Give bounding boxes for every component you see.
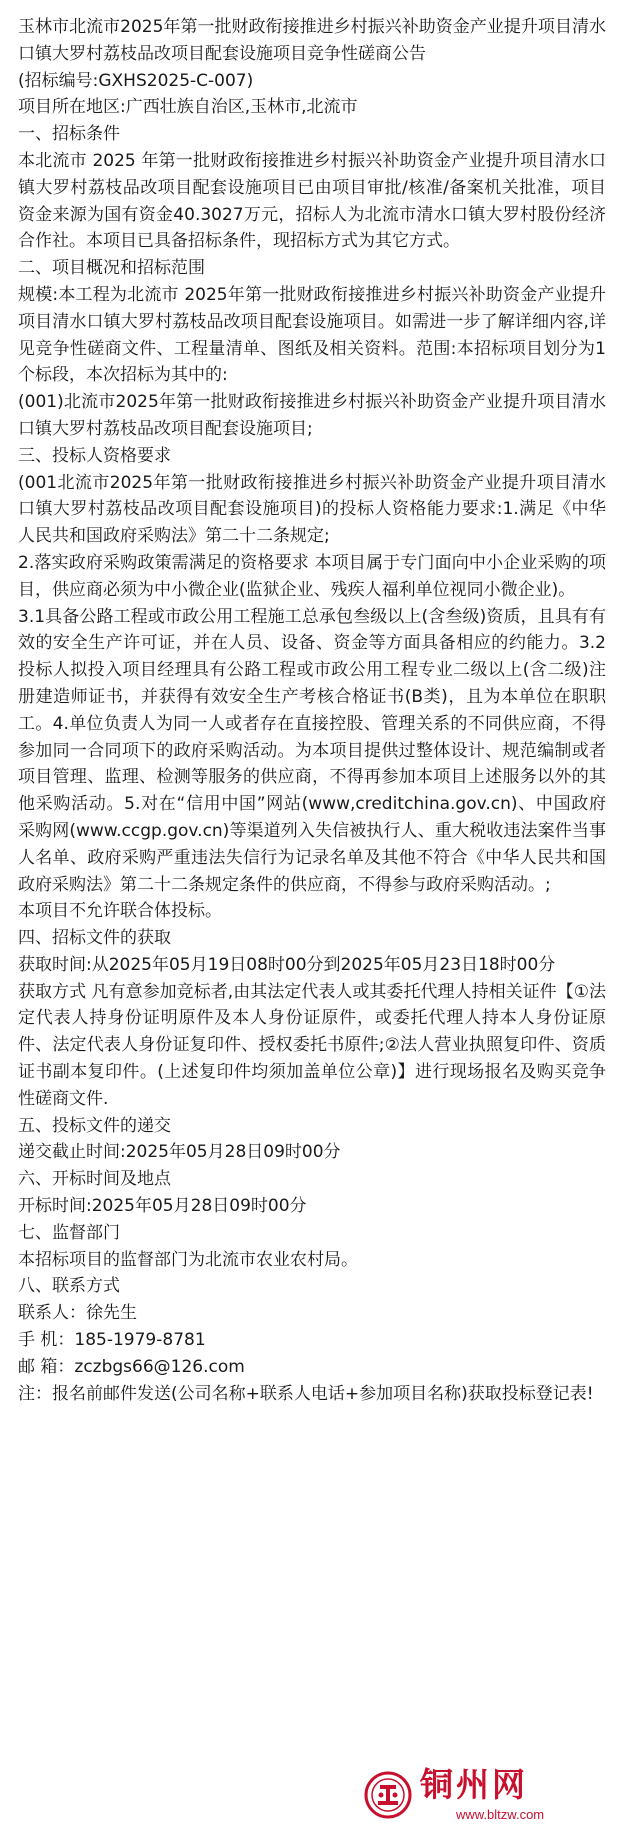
qualification-paragraph-3: 3.1具备公路工程或市政公用工程施工总承包叁级以上(含叁级)资质，且具有有效的安全生产许可证，并在人员、设备、资金等方面具备相应的约能力。3.2投标人拟投入项目经理具有公路工程或市政公用工程专业二级以上(含二级)注册建造师证书，并获得有效安全生产考核合格证书(B类)，且为本单位在职职工。4.单位负责人为同一人或者存在直接控股、管理关系的不同供应商，不得参加同一合同项下的政府采购活动。为本项目提供过整体设计、规范编制或者项目管理、监理、检测等服务的供应商，不得再参加本项目上述服务以外的其他采购活动。5.对在“信用中国”网站(www,creditchina.gov.cn)、中国政府采购网(www.ccgp.gov.cn)等渠道列入失信被执行人、重大税收违法案件当事人名单、政府采购严重违法失信行为记录名单及其他不符合《中华人民共和国政府采购法》第二十二条规定条件的供应商，不得参与政府采购活动。; (18, 606, 606, 895)
tender-conditions-text: 本北流市 2025 年第一批财政衔接推进乡村振兴补助资金产业提升项目清水口镇大罗村荔枝品改项目配套设施项目已由项目审批/核准/备案机关批准，项目资金来源为国有资金40.3027万元，招标人为北流市清水口镇大罗村股份经济合作社。本项目已具备招标条件，现招标方式为其它方式。 (18, 150, 606, 252)
document-title: 玉林市北流市2025年第一批财政衔接推进乡村振兴补助资金产业提升项目清水口镇大罗村荔枝品改项目配套设施项目竞争性磋商公告 (18, 17, 606, 64)
red-seal-logo-icon (364, 1771, 412, 1819)
contact-email: 邮 箱：zczbgs66@126.com (18, 1356, 245, 1377)
bid-opening-time: 开标时间:2025年05月28日09时00分 (18, 1196, 307, 1217)
contact-phone: 手 机：185-1979-8781 (18, 1330, 206, 1351)
submission-deadline: 递交截止时间:2025年05月28日09时00分 (18, 1142, 341, 1163)
acquisition-time: 获取时间:从2025年05月19日08时00分到2025年05月23日18时00分 (18, 954, 556, 975)
contact-person: 联系人：徐先生 (18, 1303, 137, 1324)
section-heading-bid-opening: 六、开标时间及地点 (18, 1169, 171, 1190)
qualification-paragraph-2: 2.落实政府采购政策需满足的资格要求 本项目属于专门面向中小企业采购的项目，供应商必须为中小微企业(监狱企业、残疾人福利单位视同小微企业)。 (18, 552, 606, 600)
section-heading-tender-conditions: 一、招标条件 (18, 124, 120, 145)
qualification-paragraph-1: (001北流市2025年第一批财政衔接推进乡村振兴补助资金产业提升项目清水口镇大罗村荔枝品改项目配套设施项目)的投标人资格能力要求:1.满足《中华人民共和国政府采购法》第二十二条规定; (18, 472, 606, 547)
section-heading-bidder-qualifications: 三、投标人资格要求 (18, 445, 171, 466)
section-heading-supervision: 七、监督部门 (18, 1222, 120, 1243)
section-heading-project-overview: 二、项目概况和招标范围 (18, 258, 205, 279)
watermark-site-name: 铜州网 (420, 1765, 528, 1804)
site-watermark (364, 1765, 614, 1827)
joint-bid-note: 本项目不允许联合体投标。 (18, 901, 222, 922)
section-heading-bid-submission: 五、投标文件的递交 (18, 1115, 171, 1136)
lot-description: (001)北流市2025年第一批财政衔接推进乡村振兴补助资金产业提升项目清水口镇大罗村荔枝品改项目配套设施项目; (18, 392, 606, 439)
supervision-department: 本招标项目的监督部门为北流市农业农村局。 (18, 1249, 358, 1270)
acquisition-method: 获取方式 凡有意参加竞标者,由其法定代表人或其委托代理人持相关证件【①法定代表人持身份证明原件及本人身份证原件，或委托代理人持本人身份证原件、法定代表人身份证复印件、授权委托书原件;②法人营业执照复印件、资质证书副本复印件。(上述复印件均须加盖单位公章)】进行现场报名及购买竞争性磋商文件. (18, 981, 606, 1109)
registration-note: 注：报名前邮件发送(公司名称+联系人电话+参加项目名称)获取投标登记表! (18, 1383, 594, 1404)
section-heading-document-acquisition: 四、招标文件的获取 (18, 928, 171, 949)
project-region: 项目所在地区:广西壮族自治区,玉林市,北流市 (18, 97, 358, 118)
tender-number: (招标编号:GXHS2025-C-007) (18, 70, 254, 91)
watermark-url: www.bltzw.com (456, 1807, 545, 1822)
announcement-document (18, 14, 606, 1407)
section-heading-contact: 八、联系方式 (18, 1276, 120, 1297)
project-overview-text: 规模:本工程为北流市 2025年第一批财政衔接推进乡村振兴补助资金产业提升项目清水口镇大罗村荔枝品改项目配套设施项目。如需进一步了解详细内容,详见竞争性磋商文件、工程量清单、图纸及相关资料。范围:本招标项目划分为1个标段，本次招标为其中的: (18, 284, 606, 386)
